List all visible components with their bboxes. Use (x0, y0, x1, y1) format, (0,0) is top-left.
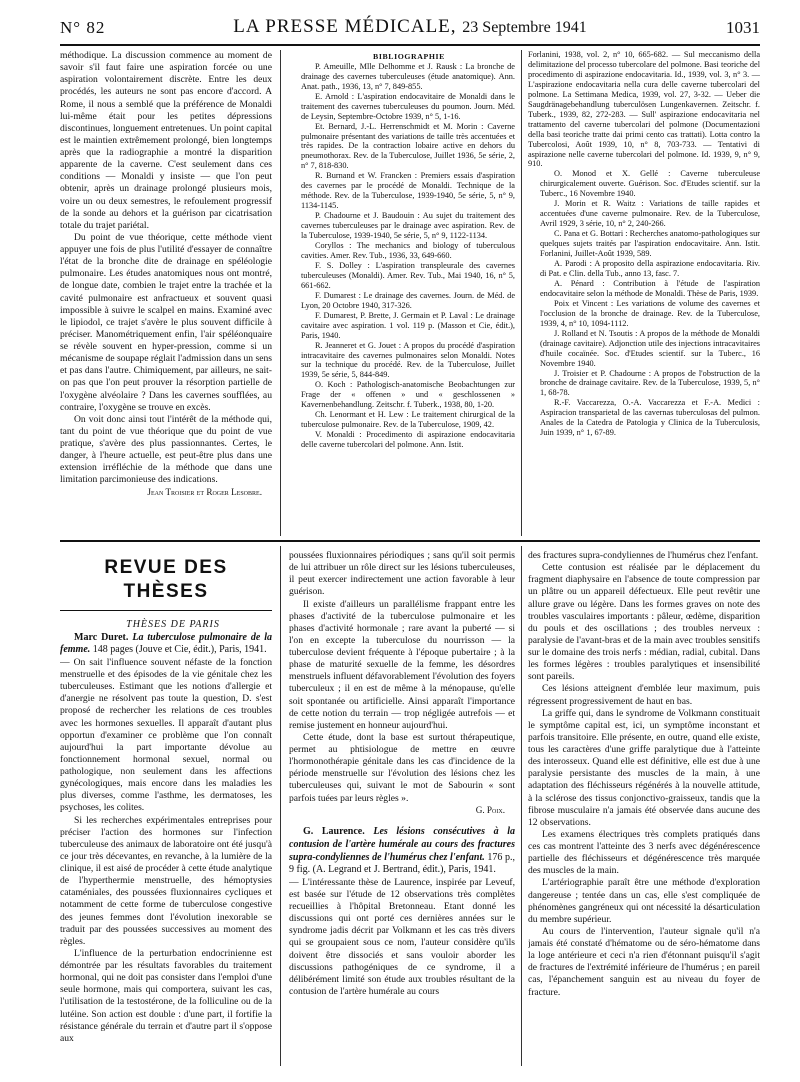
column-divider (280, 50, 281, 536)
text-paragraph: Si les recherches expérimentales entreprises pour préciser l'action des hormones sur l'infection tuberculeuse des animaux de laboratoire ont été jusqu'à ce jour très décevantes, en revanche, à la lumière de la clinique, il est aisé de procéder à cette étude analytique de l'hyperthermie menstruelle, des hémoptysies cataméniales, des poussées fluxionnaires cycliques et notamment de cette forme de tuberculose congestive des jeunes femmes dont l'évolution inexorable se traduit par des poussées successives au moment des règles. (60, 814, 272, 947)
bibliography-entry: E. Arnold : L'aspiration endocavitaire de Monaldi dans le traitement des cavernes tuberculeuses du poumon. Journ. Méd. de Leysin, Septembre-Octobre 1939, n° 5, 1-16. (301, 91, 515, 121)
text-paragraph: méthodique. La discussion commence au moment de savoir s'il faut faire une aspiration forcée ou une aspiration volontairement discrète. Entre les deux procédés, les auteurs ne sont pas encore d'accord. A Rome, il nous a semblé que la préférence de Monaldi lui-même était pour les petites dépressions discontinues, longuement entretenues. Un point capital est le maintien extrêmement prolongé, bien longtemps après que la radiographie a montré la disparition apparente de la caverne. C'est seulement dans ces conditions — Monaldi y insiste — que l'on peut obtenir, après un drainage prolongé plusieurs mois, voire un ou deux semestres, le refoulement progressif de la sonde au dehors et la guérison par cicatrisation totale du trajet pariétal. (60, 50, 272, 231)
bibliography-entry: J. Morin et R. Waitz : Variations de taille rapides et accentuées d'une caverne pulmonaire. Rev. de la Tuberculose, Avril 1929, 3 série, 10, n° 2, 240-266. (540, 199, 760, 229)
bibliography-entry: O. Monod et X. Gellé : Caverne tuberculeuse chirurgicalement ouverte. Guérison. Soc. d'Etudes scientif. sur la Tuberc., 16 Novembre 1940. (540, 169, 760, 199)
article-publication: 148 pages (Jouve et Cie, édit.), Paris, 1941. (92, 644, 267, 656)
text-paragraph: poussées fluxionnaires périodiques ; sans qu'il soit permis de lui attribuer un rôle direct sur les lésions tuberculeuses, il peut exercer indirectement une action favorable à leur guérison. (289, 550, 515, 598)
issue-date: 23 Septembre 1941 (462, 19, 587, 36)
text-paragraph: L'influence de la perturbation endocrinienne est démontrée par les résultats favorables du traitement hormonal, qui ne doit pas consister dans l'emploi d'une seule hormone, mais qui comportera, suivant les cas, l'utilisation de la testostérone, de la folliculine ou de la lutéine. Son action est double : d'une part, il fortifie la résistance générale du terrain et d'autre part il s'oppose aux (60, 947, 272, 1044)
bibliography-entry: A. Pénard : Contribution à l'étude de l'aspiration endocavitaire selon la méthode de Monaldi. Thèse de Paris, 1939. (540, 278, 760, 298)
spacer (289, 816, 515, 826)
column-divider (280, 546, 281, 1066)
bibliography-column-1 (289, 52, 515, 538)
article-publication: 176 p., 9 fig. (A. Legrand et J. Bertrand, édit.), Paris, 1941. (289, 851, 515, 876)
bibliography-entry: V. Monaldi : Procedimento di aspirazione endocavitaria delle caverne tubercolari del polmone. Ann. Istit. (301, 430, 515, 450)
bibliography-entry: F. S. Dolley : L'aspiration transpleurale des cavernes tuberculeuses (Monaldi). Amer. Rev. Tub., Mai 1940, 16, n° 5, 661-662. (301, 260, 515, 290)
text-paragraph: — On sait l'influence souvent néfaste de la fonction menstruelle et des épisodes de la vie génitale chez les tuberculeuses. Estimant que les notions d'allergie et d'anergie ne résolvent pas toute la question, D. s'est proposé de rechercher les relations de ces troubles avec les hormones sexuelles. Il apparaît d'autant plus opportun d'examiner ce problème que l'on connaît aujourd'hui la part importante dévolue au fonctionnement hormonal sexuel, normal ou pathologique, non seulement dans les affections gynécologiques, mais encore dans les maladies les plus diverses, comme l'asthme, les dermatoses, les psychoses, les colites. (60, 656, 272, 814)
bibliography-entry: J. Rolland et N. Tsoutis : A propos de la méthode de Monaldi (drainage cavitaire). Adjonction utile des injections intracavitaires d'huile cocaïnée. Soc. d'Etudes scientif. sur la Tuberc., 16 Novembre 1940. (540, 328, 760, 368)
text-paragraph: — L'intéressante thèse de Laurence, inspirée par Leveuf, est basée sur l'étude de 12 observations très complètes recueillies à l'hôpital Bretonneau. Etant donné les discussions qui ont porté ces dernières années sur le syndrome jadis décrit par Volkmann et les cas très divers qui se groupaient sous ce nom, l'auteur considère qu'ils doivent être dissociés et sans vouloir aborder les discussions pathogéniques de ce syndrome, il a délibérément limité son étude aux troubles résultant de la contusion de l'artère humérale au cours (289, 876, 515, 997)
section-title: REVUE DES THÈSES (60, 548, 272, 611)
column-divider (521, 546, 522, 1066)
bibliography-entry: Poix et Vincent : Les variations de volume des cavernes et l'occlusion de la bronche de drainage. Rev. de la Tuberculose, 1939, 4, n° 10, 1094-1112. (540, 298, 760, 328)
text-paragraph: La griffe qui, dans le syndrome de Volkmann constituait le symptôme capital est, ici, un symptôme inconstant et parfois transitoire. Elle présente, en outre, quand elle existe, tous les caractères d'une griffe paralytique due à l'atteinte des interosseux. Quand elle est définitive, elle est due à une paralysie persistante des muscles de la main, à une adaptation des fléchisseurs régénérés à la nouvelle attitude, à la sclérose des tissus conjonctivo-graisseux, tandis que la fibrose musculaire n'a jamais été observée dans aucune des 12 observations. (528, 707, 760, 828)
bibliography-entry: O. Koch : Pathologisch-anatomische Beobachtungen zur Frage der « offenen » und « geschlossenen » Kavernenbehandlung. Zeitschr. f. Tuberk., 1938, 80, 1-20. (301, 380, 515, 410)
subsection-title: THÈSES DE PARIS (126, 619, 220, 631)
bibliography-entry: A. Parodi : A proposito della aspirazione endocavitaria. Riv. di Pat. e Clin. della Tub., anno 13, fasc. 7. (540, 259, 760, 278)
article-title: Les lésions consécutives à la contusion de l'artère humérale au cours des fractures supra-condyliennes de l'humérus chez l'enfant. (289, 826, 515, 863)
theses-column-1 (60, 548, 272, 1068)
article-heading (60, 632, 272, 657)
bibliography-entry: Coryllos : The mechanics and biology of tuberculous cavities. Amer. Rev. Tub., 1936, 33, 649-660. (301, 241, 515, 260)
article-author: G. Laurence. (303, 826, 365, 838)
page-number: 1031 (726, 18, 760, 37)
issue-number: N° 82 (60, 18, 106, 37)
bibliography-entry: P. Chadourne et J. Baudouin : Au sujet du traitement des cavernes tuberculeuses par le drainage avec aspiration. Rev. de la Tuberculose, 1939-1940, 5e série, 5, n° 9, 1122-1134. (301, 211, 515, 241)
article-signature: Jean Troisier et Roger Lesobre. (147, 486, 262, 497)
text-paragraph: Cette étude, dont la base est surtout thérapeutique, permet au phtisiologue de mettre en œuvre l'hormonothérapie génitale dans les cas d'incidence de la période menstruelle sur l'évolution des lésions chez les tuberculeuses qui, suivant le mot de Sabourin « sont parfois tuées par leurs règles ». (289, 731, 515, 804)
theses-column-2 (289, 550, 515, 1068)
bibliography-entry: F. Dumarest : Le drainage des cavernes. Journ. de Méd. de Lyon, 20 Octobre 1940, 317-326. (301, 290, 515, 310)
journal-name: LA PRESSE MÉDICALE, (233, 16, 457, 37)
bibliography-entry: R.-F. Vaccarezza, O.-A. Vaccarezza et F.-A. Medici : Aspiracion transparietal de las cavernas tuberculosas del pulmon. Anales de la Catedra de Patologia y Clinica de la Tuberculosis, Juin 1939, n° 1, 67-89. (540, 398, 760, 438)
article-signature: G. Poix. (475, 804, 505, 815)
text-paragraph: Les examens électriques très complets pratiqués dans ces cas montrent l'atteinte des 3 nerfs avec dégénérescence partielle des fléchisseurs et dégénérescence très marquée des muscles de la main. (528, 828, 760, 877)
theses-column-3 (528, 550, 760, 1068)
bibliography-entry: Forlanini, 1938, vol. 2, n° 10, 665-682. — Sul meccanismo della delimitazione del processo tubercolare del polmone. Basi teoriche del procedimento di aspirazione endocavitaria. Id., 1939, vol. 3, n° 3. — L'aspirazione endocavitaria nella cura delle caverne tubercolari del polmone. La Settimana Medica, 1939, vol. 27, 3-32. — Ueber die Saugdränagebehandlung tuberculösen Lungenkavernen. Zeitschr. f. Tuberk., 1939, 82, 272-283. — Sull' aspirazione endocavitaria nel trattamento del caverne tubercolari del polmone (Documentazioni della basi teoriche tratte dai primi cento cas trattati). Lotta contro la Tubercolosi, Août 1939, 10, n° 8, 703-733. — Tentativi di aspirazione nelle caverne tubercolari del polmone. Id. 1939, 9, n° 9, 910. (528, 50, 760, 169)
top-left-column (60, 50, 272, 540)
bibliography-entry: Et. Bernard, J.-L. Herrenschmidt et M. Morin : Caverne pulmonaire présentant des variations de taille très accentuées et très rapides. De la contraction lobaire active en dehors du pneumothorax. Rev. de la Tuberculose, Juillet 1936, 5e série, 2, n° 7, 818-830. (301, 121, 515, 171)
bibliography-entry: R. Jeanneret et G. Jouet : A propos du procédé d'aspiration intracavitaire des cavernes pulmonaires selon Monaldi. Notes sur la technique du procédé. Rev. de la Tuberculose, Juillet 1939, 5e série, 5, 844-849. (301, 340, 515, 380)
bibliography-entry: F. Dumarest, P. Brette, J. Germain et P. Laval : Le drainage cavitaire avec aspiration. 1 vol. 119 p. (Masson et Cie, édit.), Paris, 1940. (301, 310, 515, 340)
bibliography-entry: J. Troisier et P. Chadourne : A propos de l'obstruction de la bronche de drainage cavitaire. Rev. de la Tuberculose, 1939, 5, n° 1, 68-78. (540, 368, 760, 398)
text-paragraph: Il existe d'ailleurs un parallélisme frappant entre les phases d'activité de la tuberculose pulmonaire et les phases d'activité hormonale ; rare avant la puberté — si l'on en excepte la tuberculose du nourrisson — la tuberculose devient fréquente à l'époque pubertaire ; à la phase de maturité sexuelle de la femme, les désordres menstruels influent défavorablement l'évolution des foyers tuberculeux ; il en est de même à la ménopause, qu'elle soit spontanée ou artificielle. Ainsi apparaît l'importance de cette notion du terrain — trop négligée autrefois — et remise justement en honneur aujourd'hui. (289, 598, 515, 731)
bibliography-heading: BIBLIOGRAPHIE (373, 52, 445, 61)
text-paragraph: On voit donc ainsi tout l'intérêt de la méthode qui, tant du point de vue théorique que du point de vue pratique, s'avère des plus passionnantes. Certes, le danger, à l'heure actuelle, est peut-être plus dans une extension irréfléchie de la méthode que dans une limitation parcimonieuse des indications. (60, 413, 272, 486)
bibliography-entry: P. Ameuille, Mlle Delhomme et J. Rausk : La bronche de drainage des cavernes tuberculeuses (étude anatomique). Ann. Anat. path., 1936, 13, n° 7, 849-855. (301, 61, 515, 91)
text-paragraph: Au cours de l'intervention, l'auteur signale qu'il n'a jamais été constaté d'hématome ou de séro-hématome dans la loge antérieure et ceci n'a rien d'étonnant puisqu'il s'agit de fractures de l'extrémité inférieure de l'humérus ; en pareil cas, l'épanchement sanguin est au niveau du foyer de fracture. (528, 925, 760, 998)
article-author: Marc Duret. (74, 631, 129, 643)
section-divider (60, 540, 760, 542)
bibliography-entry: R. Burnand et W. Francken : Premiers essais d'aspiration des cavernes par le procédé de Monaldi. Technique de la méthode. Rev. de la Tuberculose, 1939-1940, 5e série, 5, n° 9, 1134-1145. (301, 171, 515, 211)
article-title: La tuberculose pulmonaire de la femme. (60, 631, 272, 656)
text-paragraph: Ces lésions atteignent d'emblée leur maximum, puis régressent progressivement de haut en bas. (528, 683, 760, 707)
text-paragraph: des fractures supra-condyliennes de l'humérus chez l'enfant. (528, 550, 759, 561)
text-paragraph: Cette contusion est réalisée par le déplacement du fragment diaphysaire en l'absence de toute compression par un plâtre ou un appareil défectueux. Elle peut revêtir une allure grave ou légère. Dans les formes graves on note des troubles vasculaires importants : pâleur, œdème, disparition du pouls et des oscillations ; des troubles nerveux : paralysie de l'avant-bras et de la main avec troubles sensitifs sur le domaine des trois nerfs : médian, radial, cubital. Dans les formes légères : troubles paralytiques et insensibilité sont pareils. (528, 562, 760, 683)
text-paragraph: L'artériographie paraît être une méthode d'exploration dangereuse ; tentée dans un cas, elle s'est compliquée de phénomènes gangréneux qui ont nécessité la désarticulation du membre supérieur. (528, 877, 760, 925)
column-divider (521, 50, 522, 536)
text-paragraph: Du point de vue théorique, cette méthode vient appuyer une fois de plus l'utilité d'essayer de connaître l'état de la bronche dite de drainage en spéléologie pulmonaire. Les études anatomiques nous ont montré, de longue date, combien le trajet entre la trachée et la cavité pulmonaire est anfractueux et souvent quasi impossible à suivre le scalpel en mains. Examiné avec le lipiodol, ce trajet s'avère le plus souvent difficile à préciser. Manométriquement enfin, l'air spéléonquaire se révèle souvent en hyper-pression, comme si un mécanisme de soupape réglait l'admission dans un sens et pas dans l'autre. Chimiquement, par ailleurs, ne sait-on pas que l'on peut prouver la résorption partielle de l'oxygène alvéolaire ? Dans les cavernes soufflées, au contraire, l'oxygène se trouve en excès. (60, 231, 272, 413)
bibliography-entry: Ch. Lenormant et H. Lew : Le traitement chirurgical de la tuberculose pulmonaire. Rev. de la Tuberculose, 1909, 42. (301, 410, 515, 430)
bibliography-entry: C. Pana et G. Bottari : Recherches anatomo-pathologiques sur quelques sujets traités par l'aspiration endocavitaire. Ann. Istit. Forlanini, Juillet-Août 1939, 589. (540, 229, 760, 259)
article-heading (289, 826, 515, 877)
bibliography-column-2 (528, 50, 760, 538)
page-header (60, 14, 760, 46)
journal-title (60, 16, 760, 38)
